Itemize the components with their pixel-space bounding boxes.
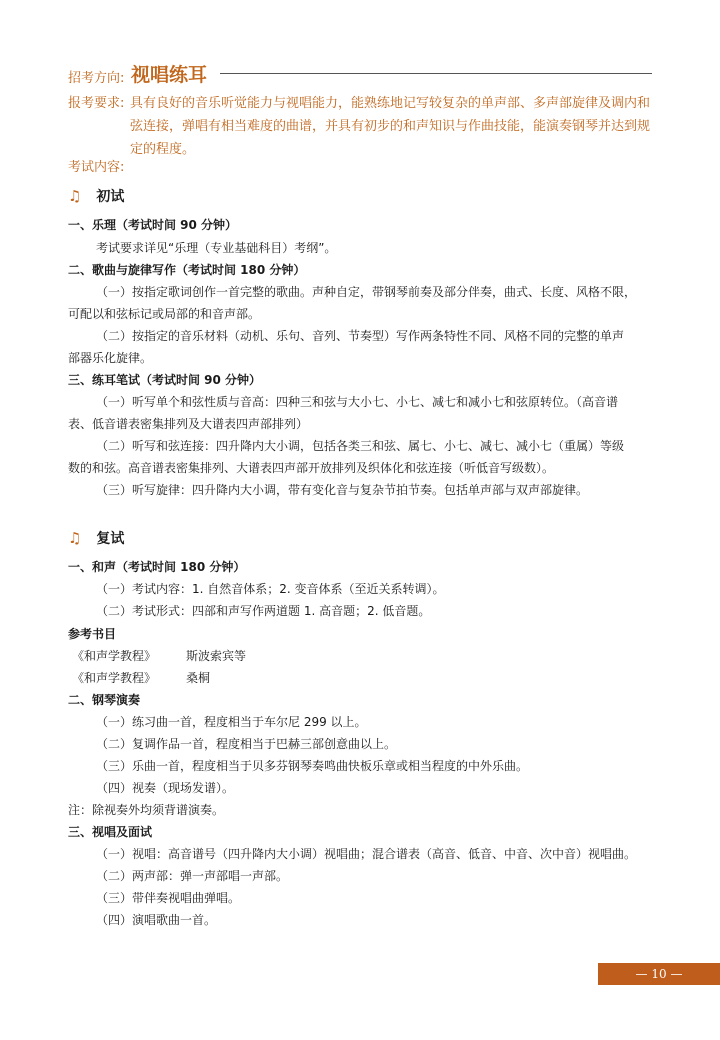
retest-text: （二）考试形式：四部和声写作两道题 1. 高音题；2. 低音题。	[96, 604, 431, 618]
prelim-heading-3: 三、练耳笔试（考试时间 90 分钟）	[68, 373, 262, 387]
retest-text: （四）演唱歌曲一首。	[96, 913, 217, 927]
header-divider	[220, 73, 652, 74]
prelim-text: （一）听写单个和弦性质与音高：四种三和弦与大小七、小七、减七和减小七和弦原转位。（高音谱	[96, 395, 619, 409]
exam-content-label: 考试内容:	[68, 160, 125, 175]
prelim-text: 数的和弦。高音谱表密集排列、大谱表四声部开放排列及织体化和弦连接（听低音写级数）。	[68, 461, 555, 475]
requirements-label: 报考要求:	[68, 96, 125, 111]
reference-author: 斯波索宾等	[186, 649, 247, 663]
prelim-text: （二）按指定的音乐材料（动机、乐句、音列、节奏型）写作两条特性不同、风格不同的完整的单声	[96, 329, 625, 343]
reference-title: 《和声学教程》	[72, 671, 157, 685]
requirements-text: 具有良好的音乐听觉能力与视唱能力，能熟练地记写较复杂的单声部、多声部旋律及调内和弦连接，弹唱有相当难度的曲谱，并具有初步的和声知识与作曲技能，能演奏钢琴并达到规定的程度。	[130, 96, 651, 157]
prelim-section-title	[68, 186, 124, 206]
retest-text: （二）两声部：弹一声部唱一声部。	[96, 869, 289, 883]
music-note-icon: ♫	[68, 529, 82, 547]
page-header	[68, 60, 652, 86]
retest-text: （二）复调作品一首，程度相当于巴赫三部创意曲以上。	[96, 737, 397, 751]
prelim-text: 考试要求详见“乐理（专业基础科目）考纲”。	[96, 241, 337, 255]
prelim-text: （三）听写旋律：四升降内大小调，带有变化音与复杂节拍节奏。包括单声部与双声部旋律。	[96, 483, 589, 497]
prelim-heading-2: 二、歌曲与旋律写作（考试时间 180 分钟）	[68, 263, 306, 277]
reference-heading: 参考书目	[68, 627, 117, 641]
prelim-text: 部器乐化旋律。	[68, 351, 153, 365]
retest-heading-2: 二、钢琴演奏	[68, 693, 141, 707]
prelim-text: 可配以和弦标记或局部的和音声部。	[68, 307, 261, 321]
header-title: 视唱练耳	[131, 64, 208, 86]
retest-text: （一）练习曲一首，程度相当于车尔尼 299 以上。	[96, 715, 367, 729]
retest-heading-1: 一、和声（考试时间 180 分钟）	[68, 560, 246, 574]
page-number-badge: — 10 —	[598, 963, 720, 985]
retest-text: （一）考试内容：1. 自然音体系；2. 变音体系（至近关系转调）。	[96, 582, 445, 596]
retest-title: 复试	[96, 531, 125, 547]
retest-text: （三）带伴奏视唱曲弹唱。	[96, 891, 241, 905]
prelim-title: 初试	[96, 189, 125, 205]
reference-author: 桑桐	[186, 671, 211, 685]
header-label: 招考方向:	[68, 71, 125, 86]
retest-text: （一）视唱：高音谱号（四升降内大小调）视唱曲；混合谱表（高音、低音、中音、次中音）视唱曲。	[96, 847, 637, 861]
prelim-text: （二）听写和弦连接：四升降内大小调，包括各类三和弦、属七、小七、减七、减小七（重属）等级	[96, 439, 625, 453]
music-note-icon: ♫	[68, 187, 82, 205]
retest-section-title	[68, 528, 124, 548]
retest-note: 注：除视奏外均须背谱演奏。	[68, 803, 225, 817]
prelim-text: 表、低音谱表密集排列及大谱表四声部排列）	[68, 417, 309, 431]
retest-text: （四）视奏（现场发谱）。	[96, 781, 235, 795]
prelim-heading-1: 一、乐理（考试时间 90 分钟）	[68, 218, 238, 232]
retest-text: （三）乐曲一首，程度相当于贝多芬钢琴奏鸣曲快板乐章或相当程度的中外乐曲。	[96, 759, 529, 773]
retest-heading-3: 三、视唱及面试	[68, 825, 153, 839]
reference-title: 《和声学教程》	[72, 649, 157, 663]
prelim-text: （一）按指定歌词创作一首完整的歌曲。声种自定，带钢琴前奏及部分伴奏，曲式、长度、风格不限，	[96, 285, 637, 299]
